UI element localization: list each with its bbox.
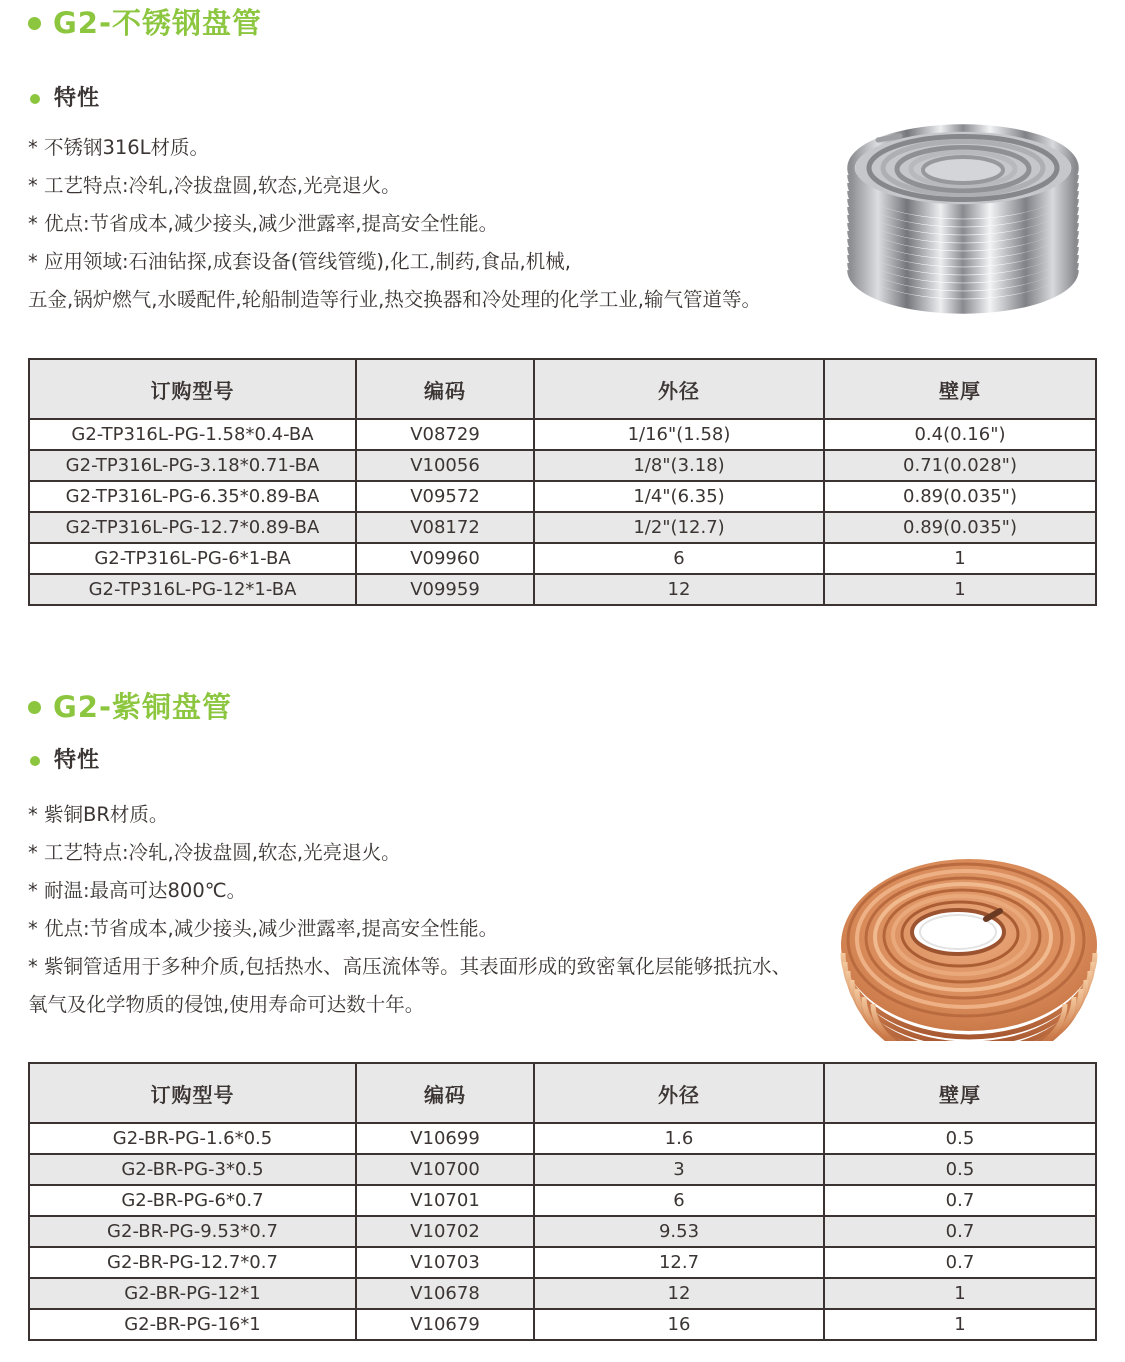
table-cell: G2-TP316L-PG-12*1-BA: [29, 574, 356, 605]
section-title-stainless: [28, 6, 262, 40]
features-heading-copper: [30, 748, 100, 774]
feature-line: * 紫铜管适用于多种介质,包括热水、高压流体等。其表面形成的致密氧化层能够抵抗水、: [28, 955, 792, 978]
column-header: 订购型号: [29, 1063, 356, 1123]
bullet-icon: [28, 17, 41, 30]
bullet-icon: [30, 94, 40, 104]
table-cell: 6: [534, 1185, 824, 1216]
table-cell: G2-BR-PG-16*1: [29, 1309, 356, 1340]
table-row: [29, 1278, 1096, 1309]
features-heading-label: 特性: [54, 86, 101, 111]
copper-spec-table: [28, 1062, 1097, 1341]
feature-line: * 应用领域:石油钻探,成套设备(管线管缆),化工,制药,食品,机械,: [28, 250, 571, 273]
table-cell: G2-BR-PG-1.6*0.5: [29, 1123, 356, 1154]
table-cell: 12.7: [534, 1247, 824, 1278]
table-cell: 1: [824, 1278, 1096, 1309]
table-cell: 0.71(0.028"): [824, 450, 1096, 481]
table-row: [29, 1123, 1096, 1154]
table-row: [29, 1216, 1096, 1247]
stainless-steel-coil-image: [838, 118, 1088, 320]
table-row: [29, 512, 1096, 543]
table-cell: G2-BR-PG-12.7*0.7: [29, 1247, 356, 1278]
feature-line: * 优点:节省成本,减少接头,减少泄露率,提高安全性能。: [28, 212, 499, 235]
table-cell: 1/2"(12.7): [534, 512, 824, 543]
table-row: [29, 419, 1096, 450]
table-cell: 1/8"(3.18): [534, 450, 824, 481]
table-row: [29, 481, 1096, 512]
table-cell: V08729: [356, 419, 534, 450]
column-header: 订购型号: [29, 359, 356, 419]
table-cell: 1: [824, 1309, 1096, 1340]
table-cell: V10703: [356, 1247, 534, 1278]
table-cell: 0.5: [824, 1154, 1096, 1185]
table-row: [29, 574, 1096, 605]
table-cell: 0.89(0.035"): [824, 481, 1096, 512]
table-cell: 0.7: [824, 1216, 1096, 1247]
table-cell: 12: [534, 574, 824, 605]
section-title-copper: [28, 690, 232, 724]
table-cell: V08172: [356, 512, 534, 543]
table-cell: V10679: [356, 1309, 534, 1340]
section-heading: G2-不锈钢盘管: [53, 6, 263, 40]
table-cell: V10700: [356, 1154, 534, 1185]
column-header: 编码: [356, 359, 534, 419]
copper-coil-image: [838, 845, 1100, 1045]
bullet-icon: [30, 756, 40, 766]
table-cell: 0.4(0.16"): [824, 419, 1096, 450]
table-cell: V09572: [356, 481, 534, 512]
feature-line: * 优点:节省成本,减少接头,减少泄露率,提高安全性能。: [28, 917, 499, 940]
copper-coil-graphic: [838, 845, 1100, 1041]
section-heading: G2-紫铜盘管: [53, 690, 233, 724]
feature-line: * 紫铜BR材质。: [28, 803, 169, 826]
table-cell: V10701: [356, 1185, 534, 1216]
features-heading-label: 特性: [54, 748, 101, 773]
table-cell: G2-BR-PG-9.53*0.7: [29, 1216, 356, 1247]
feature-line: * 不锈钢316L材质。: [28, 136, 210, 159]
table-row: [29, 450, 1096, 481]
features-heading-stainless: [30, 86, 100, 112]
table-cell: 6: [534, 543, 824, 574]
feature-line: * 工艺特点:冷轧,冷拔盘圆,软态,光亮退火。: [28, 174, 401, 197]
table-cell: 1: [824, 574, 1096, 605]
stainless-steel-coil-graphic: [838, 118, 1088, 316]
table-row: [29, 1185, 1096, 1216]
feature-line: 氧气及化学物质的侵蚀,使用寿命可达数十年。: [28, 993, 425, 1016]
table-cell: V10702: [356, 1216, 534, 1247]
table-cell: G2-BR-PG-12*1: [29, 1278, 356, 1309]
column-header: 外径: [534, 359, 824, 419]
table-cell: 1.6: [534, 1123, 824, 1154]
table-cell: G2-TP316L-PG-3.18*0.71-BA: [29, 450, 356, 481]
table-cell: 1: [824, 543, 1096, 574]
table-row: [29, 1247, 1096, 1278]
table-row: [29, 543, 1096, 574]
table-cell: G2-BR-PG-3*0.5: [29, 1154, 356, 1185]
table-cell: 0.5: [824, 1123, 1096, 1154]
bullet-icon: [28, 701, 41, 714]
stainless-steel-spec-table: [28, 358, 1097, 606]
table-row: [29, 1154, 1096, 1185]
table-cell: 3: [534, 1154, 824, 1185]
table-header-row: [29, 359, 1096, 419]
feature-line: * 耐温:最高可达800℃。: [28, 879, 247, 902]
table-cell: V09959: [356, 574, 534, 605]
table-cell: V10056: [356, 450, 534, 481]
table-cell: 1/4"(6.35): [534, 481, 824, 512]
column-header: 编码: [356, 1063, 534, 1123]
table-cell: 0.7: [824, 1247, 1096, 1278]
table-cell: 1/16"(1.58): [534, 419, 824, 450]
table-cell: V10699: [356, 1123, 534, 1154]
column-header: 外径: [534, 1063, 824, 1123]
table-cell: V10678: [356, 1278, 534, 1309]
table-row: [29, 1309, 1096, 1340]
table-cell: 0.7: [824, 1185, 1096, 1216]
column-header: 壁厚: [824, 359, 1096, 419]
table-cell: 9.53: [534, 1216, 824, 1247]
table-cell: 16: [534, 1309, 824, 1340]
table-cell: G2-TP316L-PG-6.35*0.89-BA: [29, 481, 356, 512]
table-header-row: [29, 1063, 1096, 1123]
table-cell: G2-TP316L-PG-12.7*0.89-BA: [29, 512, 356, 543]
feature-line: * 工艺特点:冷轧,冷拔盘圆,软态,光亮退火。: [28, 841, 401, 864]
table-cell: 12: [534, 1278, 824, 1309]
table-cell: G2-TP316L-PG-6*1-BA: [29, 543, 356, 574]
column-header: 壁厚: [824, 1063, 1096, 1123]
feature-line: 五金,锅炉燃气,水暖配件,轮船制造等行业,热交换器和冷处理的化学工业,输气管道等。: [28, 288, 761, 311]
table-cell: G2-BR-PG-6*0.7: [29, 1185, 356, 1216]
table-cell: 0.89(0.035"): [824, 512, 1096, 543]
features-list-copper: [28, 796, 830, 1024]
features-list-stainless: [28, 129, 830, 319]
table-cell: V09960: [356, 543, 534, 574]
table-cell: G2-TP316L-PG-1.58*0.4-BA: [29, 419, 356, 450]
